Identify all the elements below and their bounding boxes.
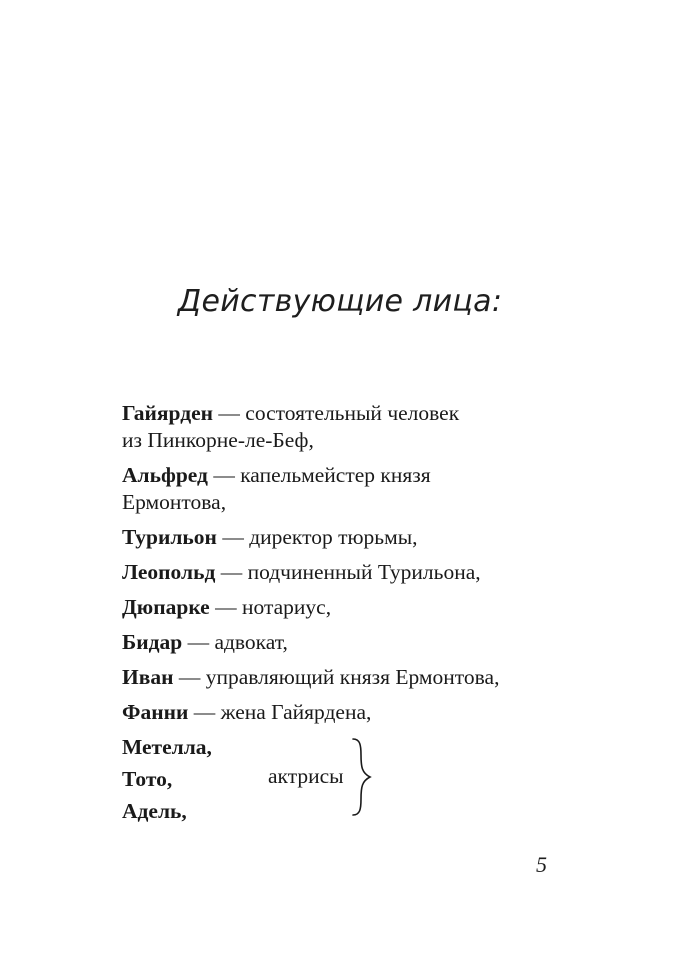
cast-entry-tourillon bbox=[122, 524, 582, 551]
cast-entry-duparquet bbox=[122, 594, 582, 621]
page-number: 5 bbox=[536, 852, 547, 877]
cast-entry-ivan bbox=[122, 664, 582, 691]
character-description: — капельмейстер князя bbox=[207, 463, 431, 487]
actresses-group bbox=[122, 735, 422, 835]
cast-entry-alfred bbox=[122, 462, 582, 516]
group-role: актрисы bbox=[268, 764, 344, 788]
actress-name: Адель, bbox=[122, 799, 187, 823]
actress-name: Метелла, bbox=[122, 735, 212, 759]
character-name: Дюпарке bbox=[122, 595, 210, 619]
character-description-continued: Ермонтова, bbox=[122, 490, 227, 514]
character-name: Турильон bbox=[122, 525, 217, 549]
character-description: — подчиненный Турильона, bbox=[215, 560, 481, 584]
cast-entry-leopold bbox=[122, 559, 582, 586]
character-name: Фанни bbox=[122, 700, 189, 724]
curly-brace bbox=[350, 737, 374, 817]
character-name: Леопольд bbox=[122, 560, 216, 584]
character-description-continued: из Пинкорне-ле-Беф, bbox=[122, 428, 314, 452]
cast-entry-fanny bbox=[122, 699, 582, 726]
character-description: — директор тюрьмы, bbox=[216, 525, 418, 549]
character-name: Альфред bbox=[122, 463, 208, 487]
character-description: — жена Гайярдена, bbox=[188, 700, 372, 724]
page-heading: Действующие лица: bbox=[177, 284, 503, 319]
character-name: Гайярден bbox=[122, 401, 214, 425]
cast-entry-bidard bbox=[122, 629, 582, 656]
cast-list bbox=[122, 400, 582, 734]
actress-name: Тото, bbox=[122, 767, 173, 791]
character-name: Бидар bbox=[122, 630, 183, 654]
character-name: Иван bbox=[122, 665, 174, 689]
character-description: — управляющий князя Ермонтова, bbox=[173, 665, 500, 689]
character-description: — состоятельный человек bbox=[213, 401, 460, 425]
cast-entry-gaillardin bbox=[122, 400, 582, 454]
character-description: — нотариус, bbox=[209, 595, 332, 619]
character-description: — адвокат, bbox=[182, 630, 288, 654]
